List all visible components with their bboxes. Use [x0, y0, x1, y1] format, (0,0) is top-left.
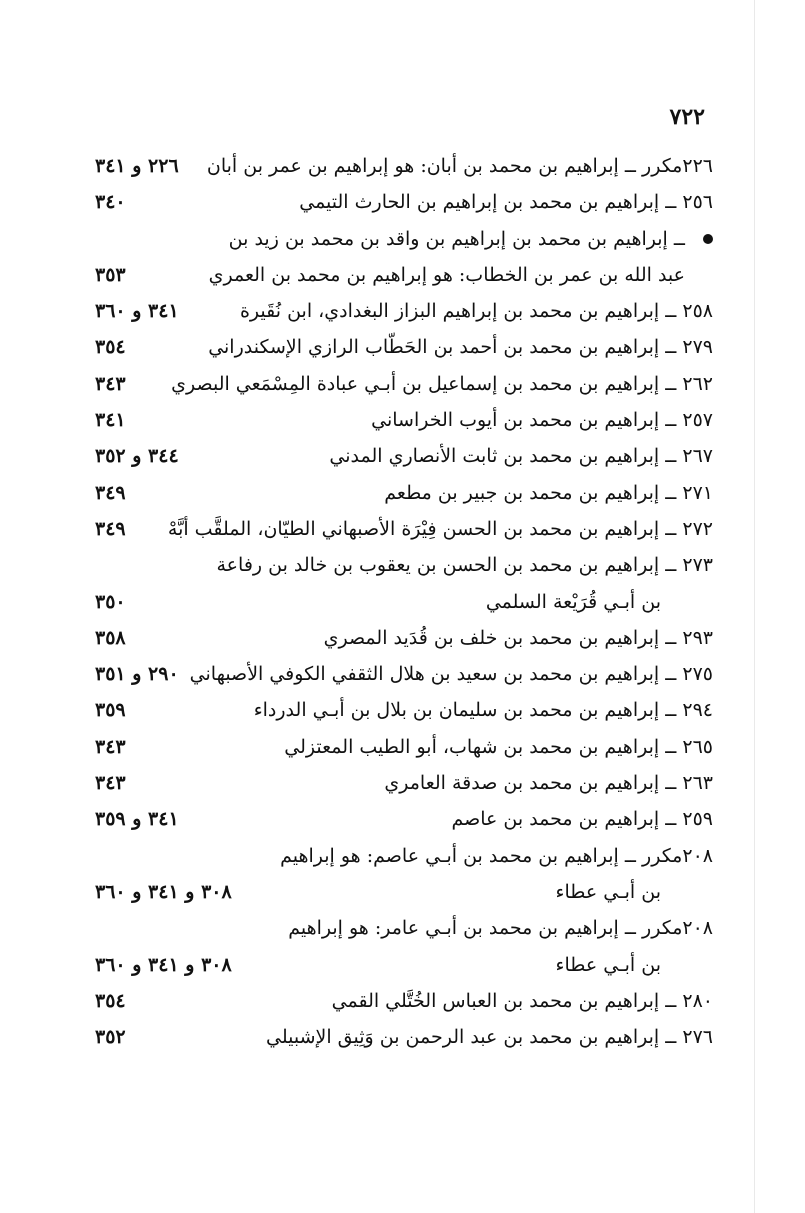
- page-references: ٣٥٤: [95, 989, 126, 1012]
- entry-text: ٢٠٨مكرر ــ إبراهيم بن محمد بن أبـي عامر: هو إبراهيم: [288, 917, 713, 940]
- index-entry: [95, 366, 713, 402]
- index-entry: [95, 620, 713, 656]
- index-entry: [95, 910, 713, 946]
- page-references: ٣٠٨ و ٣٤١ و ٣٦٠: [95, 880, 232, 903]
- index-entry: [95, 838, 713, 874]
- index-entry: [95, 947, 713, 983]
- entry-text: ٢٥٨ ــ إبراهيم بن محمد بن إبراهيم البزاز البغدادي، ابن نُقَيرة: [239, 300, 713, 323]
- entry-text: ٢٧٢ ــ إبراهيم بن محمد بن الحسن فِيْرَة الأصبهاني الطيّان، الملقَّب أبَّهْ: [167, 517, 713, 540]
- index-entry: [95, 874, 713, 910]
- entry-text: ٢٩٤ ــ إبراهيم بن محمد بن سليمان بن بلال بن أبـي الدرداء: [253, 699, 713, 722]
- entry-text: ٢٥٦ ــ إبراهيم بن محمد بن إبراهيم بن الحارث التيمي: [299, 191, 713, 214]
- index-entry: [95, 983, 713, 1019]
- entry-text: ٢٩٣ ــ إبراهيم بن محمد بن خلف بن قُدَيد المصري: [323, 626, 713, 649]
- entry-text: ٢٨٠ ــ إبراهيم بن محمد بن العباس الخُتَّلي القمي: [331, 989, 713, 1012]
- index-entry: [95, 293, 713, 329]
- page-references: ٢٩٠ و ٣٥١: [95, 663, 179, 686]
- page-references: ٣٤٣: [95, 372, 126, 395]
- index-entry: [95, 1019, 713, 1055]
- index-entry: [95, 765, 713, 801]
- page-references: ٣٥٢: [95, 1026, 126, 1049]
- index-entry: [95, 547, 713, 583]
- entry-text: بن أبـي عطاء: [555, 880, 661, 903]
- index-entry: [95, 184, 713, 220]
- index-entry: [95, 511, 713, 547]
- index-entry: [95, 475, 713, 511]
- entry-text: ٢٦٢ ــ إبراهيم بن محمد بن إسماعيل بن أبـي عبادة المِسْمَعي البصري: [171, 372, 713, 395]
- page-edge-line: [754, 0, 755, 1213]
- entry-text: ٢٢٦مكرر ــ إبراهيم بن محمد بن أبان: هو إبراهيم بن عمر بن أبان: [206, 155, 713, 177]
- entry-text: ٢٧٦ ــ إبراهيم بن محمد بن عبد الرحمن بن وَثِيق الإشبيلي: [266, 1026, 713, 1049]
- page-references: ٣٤١ و ٣٥٩: [95, 808, 179, 831]
- entry-text: بن أبـي قُرَيْعة السلمي: [485, 590, 661, 613]
- index-entry: [95, 584, 713, 620]
- entry-text: ــ إبراهيم بن محمد بن إبراهيم بن واقد بن محمد بن زيد بن: [228, 227, 685, 250]
- entry-text: ٢٥٧ ــ إبراهيم بن محمد بن أيوب الخراساني: [371, 409, 713, 432]
- page-references: ٣٤٣: [95, 772, 126, 795]
- page-references: ٣٥٩: [95, 699, 126, 722]
- index-entry: [95, 257, 713, 293]
- index-entry: [95, 801, 713, 837]
- entry-text: ٢٠٨مكرر ــ إبراهيم بن محمد بن أبـي عاصم: هو إبراهيم: [280, 844, 713, 867]
- page-references: ٣٤٤ و ٣٥٢: [95, 445, 179, 468]
- page-references: ٣٥٠: [95, 590, 126, 613]
- entry-text: ٢٧١ ــ إبراهيم بن محمد بن جبير بن مطعم: [384, 481, 713, 504]
- entry-text: ٢٧٥ ــ إبراهيم بن محمد بن سعيد بن هلال الثقفي الكوفي الأصبهاني: [189, 663, 713, 686]
- entry-text: ٢٧٣ ــ إبراهيم بن محمد بن الحسن بن يعقوب بن خالد بن رفاعة: [216, 554, 713, 577]
- page-references: ٣٤٣: [95, 735, 126, 758]
- page-references: ٣٥٨: [95, 626, 126, 649]
- entry-text: بن أبـي عطاء: [555, 953, 661, 976]
- entry-text: ٢٦٣ ــ إبراهيم بن محمد بن صدقة العامري: [384, 772, 713, 795]
- bullet-icon: [703, 234, 713, 244]
- entry-text: ٢٧٩ ــ إبراهيم بن محمد بن أحمد بن الحَطّاب الرازي الإسكندراني: [208, 336, 713, 359]
- page-number: ٧٢٢: [669, 104, 705, 130]
- index-entry: [95, 402, 713, 438]
- index-entry: [95, 221, 713, 257]
- page-references: ٣٤١ و ٣٦٠: [95, 300, 179, 323]
- index-entry: [95, 692, 713, 728]
- index-entry: [95, 729, 713, 765]
- index-entry: [95, 148, 713, 184]
- page-references: ٣٤١: [95, 409, 126, 432]
- page-references: ٣٥٣: [95, 263, 126, 286]
- page-references: ٢٢٦ و ٣٤١: [95, 155, 179, 177]
- entry-text: ٢٦٧ ــ إبراهيم بن محمد بن ثابت الأنصاري المدني: [329, 445, 713, 468]
- page-references: ٣٤٠: [95, 191, 126, 214]
- entry-text: ٢٥٩ ــ إبراهيم بن محمد بن عاصم: [451, 808, 713, 831]
- page-references: ٣٤٩: [95, 481, 126, 504]
- entry-text: عبد الله بن عمر بن الخطاب: هو إبراهيم بن محمد بن العمري: [208, 263, 685, 286]
- page-references: ٣٠٨ و ٣٤١ و ٣٦٠: [95, 953, 232, 976]
- index-entry: [95, 438, 713, 474]
- entry-text: ٢٦٥ ــ إبراهيم بن محمد بن شهاب، أبو الطيب المعتزلي: [284, 735, 713, 758]
- page-references: ٣٥٤: [95, 336, 126, 359]
- index-entry: [95, 329, 713, 365]
- index-entry: [95, 656, 713, 692]
- page-references: ٣٤٩: [95, 517, 126, 540]
- index-entries: [95, 148, 713, 1055]
